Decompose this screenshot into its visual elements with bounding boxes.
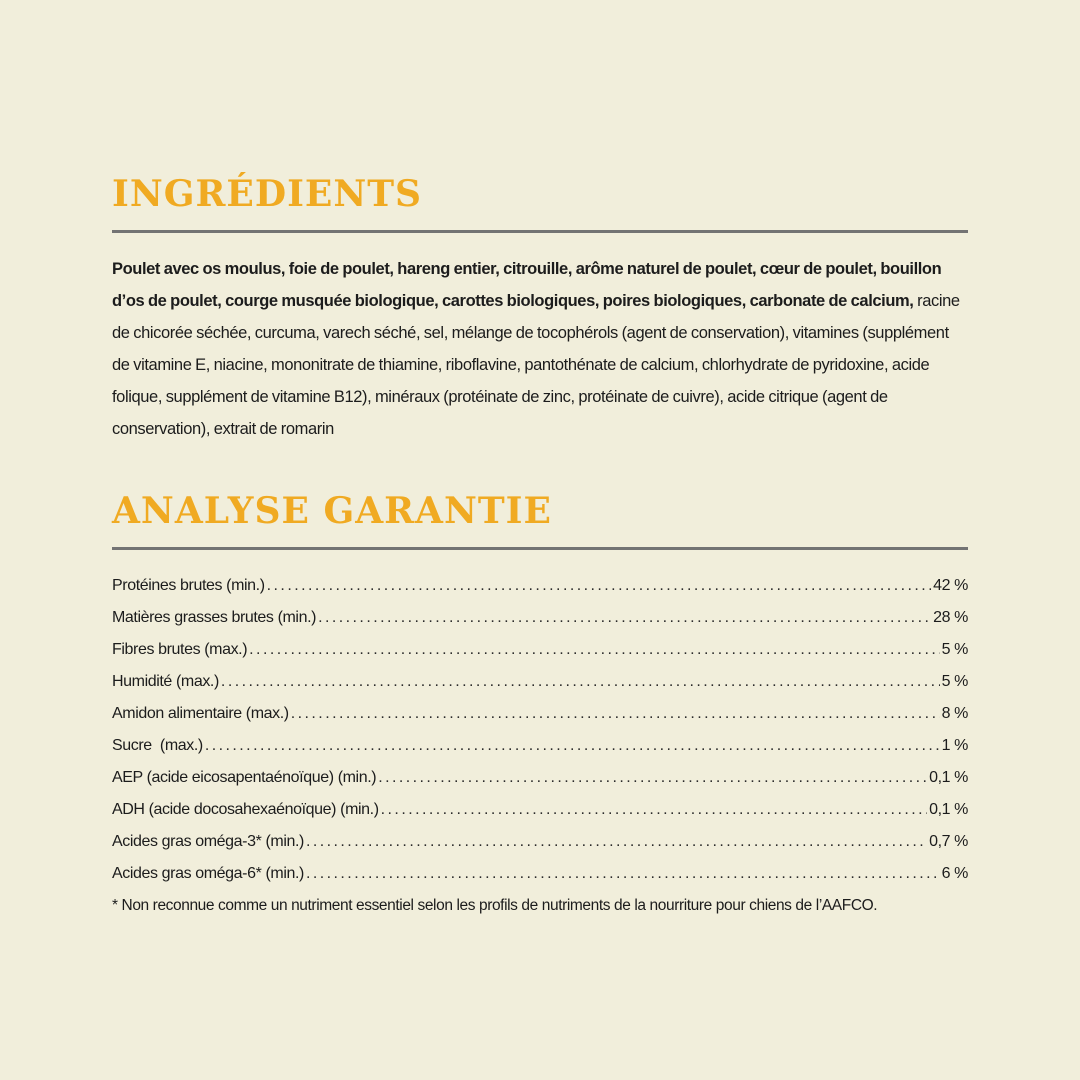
label-panel xyxy=(112,172,968,920)
nutrient-value: 42 % xyxy=(933,577,968,594)
analysis-row xyxy=(112,634,968,666)
nutrient-label: Matières grasses brutes (min.) xyxy=(112,609,317,626)
ingredients-list xyxy=(112,253,968,445)
analysis-row xyxy=(112,826,968,858)
dot-leader xyxy=(381,794,927,826)
dot-leader xyxy=(267,570,931,602)
dot-leader xyxy=(318,602,931,634)
analysis-row xyxy=(112,698,968,730)
nutrient-value: 5 % xyxy=(941,641,968,658)
ingredients-divider xyxy=(112,230,968,233)
nutrient-label: Acides gras oméga-3* (min.) xyxy=(112,833,304,850)
dot-leader xyxy=(249,634,939,666)
analysis-row xyxy=(112,858,968,890)
dot-leader xyxy=(205,730,940,762)
analysis-footnote: * Non reconnue comme un nutriment essentiel selon les profils de nutriments de la nourriture pour chiens de l’AAFCO. xyxy=(112,897,878,914)
nutrient-label: Fibres brutes (max.) xyxy=(112,641,248,658)
dot-leader xyxy=(378,762,927,794)
nutrient-value: 8 % xyxy=(941,705,968,722)
nutrient-label: AEP (acide eicosapentaénoïque) (min.) xyxy=(112,769,377,786)
analysis-row xyxy=(112,794,968,826)
nutrient-value: 5 % xyxy=(941,673,968,690)
analysis-row xyxy=(112,762,968,794)
nutrient-label: Amidon alimentaire (max.) xyxy=(112,705,289,722)
ingredients-main-text: Poulet avec os moulus, foie de poulet, hareng entier, citrouille, arôme naturel de poulet, cœur de poulet, bouillon d’os de poulet, courge musquée biologique, carottes biologiques, poires biologiques, carbonate de calcium, xyxy=(112,260,942,310)
dot-leader xyxy=(306,858,940,890)
ingredients-secondary-text: racine de chicorée séchée, curcuma, varech séché, sel, mélange de tocophérols (agent de conservation), vitamines (supplément de vitamine E, niacine, mononitrate de thiamine, riboflavine, pantothénate de calcium, chlorhydrate de pyridoxine, acide folique, supplément de vitamine B12), minéraux (protéinate de zinc, protéinate de cuivre), acide citrique (agent de conservation), extrait de romarin xyxy=(112,292,960,438)
nutrient-value: 6 % xyxy=(941,865,968,882)
nutrient-value: 28 % xyxy=(933,609,968,626)
analysis-row xyxy=(112,570,968,602)
analysis-row xyxy=(112,666,968,698)
nutrient-label: ADH (acide docosahexaénoïque) (min.) xyxy=(112,801,379,818)
nutrient-value: 0,1 % xyxy=(929,769,968,786)
dot-leader xyxy=(306,826,927,858)
analysis-heading: ANALYSE GARANTIE xyxy=(112,490,552,532)
nutrient-value: 0,1 % xyxy=(929,801,968,818)
analysis-row xyxy=(112,602,968,634)
nutrient-label: Sucre (max.) xyxy=(112,737,203,754)
analysis-table xyxy=(112,570,968,890)
analysis-divider xyxy=(112,547,968,550)
nutrient-value: 0,7 % xyxy=(929,833,968,850)
nutrient-label: Humidité (max.) xyxy=(112,673,219,690)
analysis-row xyxy=(112,730,968,762)
nutrient-label: Acides gras oméga-6* (min.) xyxy=(112,865,304,882)
dot-leader xyxy=(221,666,940,698)
ingredients-heading: INGRÉDIENTS xyxy=(112,173,423,215)
nutrient-value: 1 % xyxy=(941,737,968,754)
nutrient-label: Protéines brutes (min.) xyxy=(112,577,265,594)
dot-leader xyxy=(291,698,940,730)
